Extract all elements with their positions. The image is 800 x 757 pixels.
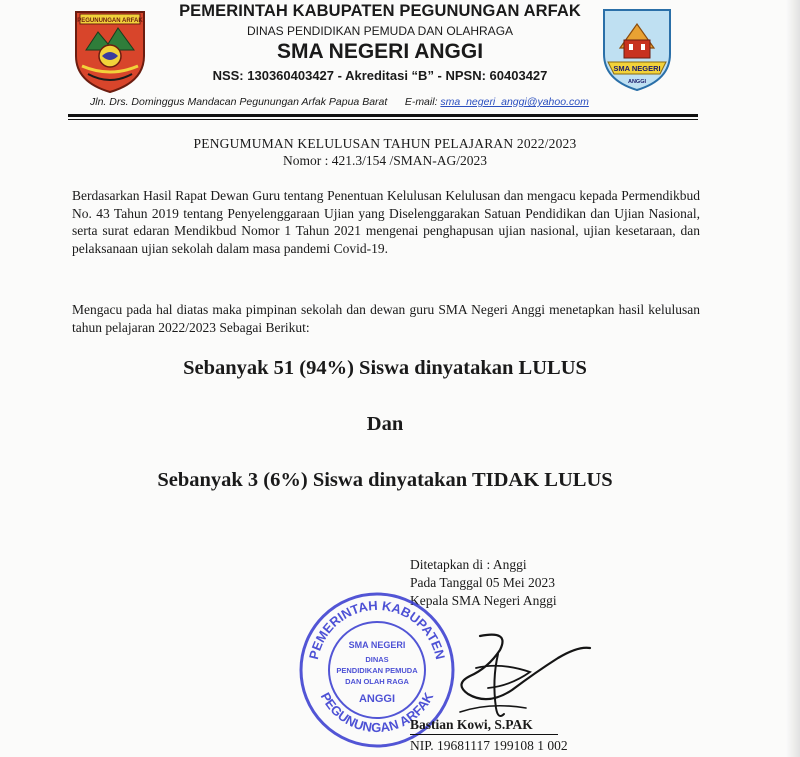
announcement-title: [0, 135, 770, 169]
result-pass: Sebanyak 51 (94%) Siswa dinyatakan LULUS: [183, 357, 587, 379]
svg-text:ANGGI: ANGGI: [358, 693, 396, 705]
sign-place: Ditetapkan di : Anggi: [410, 557, 527, 572]
announcement-number: Nomor : 421.3/154 /SMAN-AG/2023: [282, 153, 487, 168]
announcement-heading: PENGUMUMAN KELULUSAN TAHUN PELAJARAN 2022/2023: [193, 136, 577, 151]
svg-text:PEGUNUNGAN ARFAK: PEGUNUNGAN ARFAK: [317, 689, 437, 736]
letterhead-school-name: SMA NEGERI ANGGI: [276, 40, 484, 63]
svg-text:SMA NEGERI: SMA NEGERI: [348, 640, 406, 650]
letterhead-government: PEMERINTAH KABUPATEN PEGUNUNGAN ARFAK: [179, 2, 581, 20]
svg-text:PEMERINTAH KABUPATEN: PEMERINTAH KABUPATEN: [305, 597, 449, 661]
body-paragraph-1: Berdasarkan Hasil Rapat Dewan Guru tentang Penentuan Kelulusan Kelulusan dan mengacu kepada Permendikbud No. 43 Tahun 2019 tentang Penyelenggaraan Ujian yang Diselenggarakan Satuan Pendidikan dan Ujian Nasional, serta surat edaran Mendikbud Nomor 1 Tahun 2021 mengenai penghapusan ujian nasional, ujian kesetaraan, dan pelaksanaan ujian sekolah dalam masa pandemi Covid-19.: [72, 188, 700, 256]
sign-position: Kepala SMA Negeri Anggi: [410, 593, 557, 608]
svg-text:PEGUNUNGAN ARFAK: PEGUNUNGAN ARFAK: [77, 18, 143, 24]
letterhead: [150, 0, 610, 83]
handwritten-signature-icon: [440, 628, 600, 724]
letterhead-rule-thin: [68, 119, 698, 120]
letterhead-rule-thick: [68, 114, 698, 117]
email-label: E-mail:: [404, 96, 438, 108]
scan-edge-shadow: [786, 0, 800, 757]
result-connector: Dan: [366, 413, 404, 435]
regency-logo-icon: [68, 4, 152, 94]
letterhead-department: DINAS PENDIDIKAN PEMUDA DAN OLAHRAGA: [246, 24, 514, 38]
letterhead-identifiers: NSS: 130360403427 - Akreditasi “B” - NPSN: 60403427: [212, 68, 548, 83]
letterhead-address-line: [90, 96, 710, 108]
body-paragraph-2: Mengacu pada hal diatas maka pimpinan sekolah dan dewan guru SMA Negeri Anggi menetapkan hasil kelulusan tahun pelajaran 2022/2023 Sebagai Berikut:: [72, 302, 700, 335]
svg-text:SMA NEGERI: SMA NEGERI: [613, 64, 661, 73]
address: Jln. Drs. Dominggus Mandacan Pegunungan Arfak Papua Barat: [90, 96, 388, 108]
signatory-nip: NIP. 19681117 199108 1 002: [410, 738, 568, 753]
signatory-name: Bastian Kowi, S.PAK: [410, 717, 533, 732]
svg-text:ANGGI: ANGGI: [627, 79, 647, 85]
email-link[interactable]: sma_negeri_anggi@yahoo.com: [440, 96, 589, 108]
signatory-name-underline: [410, 734, 558, 735]
svg-text:PENDIDIKAN PEMUDA: PENDIDIKAN PEMUDA: [336, 666, 418, 675]
school-logo-icon: [598, 4, 676, 92]
result-fail: Sebanyak 3 (6%) Siswa dinyatakan TIDAK LULUS: [157, 469, 613, 491]
svg-text:DINAS: DINAS: [365, 655, 389, 664]
svg-text:DAN OLAH RAGA: DAN OLAH RAGA: [345, 677, 409, 686]
sign-date: Pada Tanggal 05 Mei 2023: [410, 575, 556, 590]
